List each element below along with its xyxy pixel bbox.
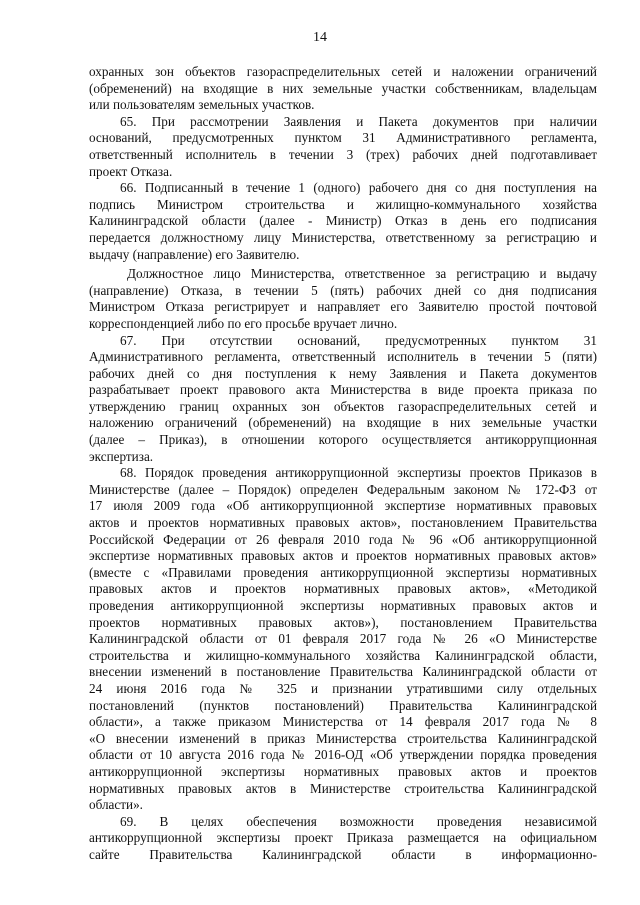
paragraph-68 [89, 465, 597, 813]
text-line: Министром Отказа регистрирует и направляет его Заявителю простой почтовой [89, 299, 597, 315]
text-line: разрабатывает проект правового акта Министерства в виде проекта приказа по [89, 382, 597, 398]
text-line: «О внесении изменений в приказ Министерства строительства Калининградской [89, 730, 597, 746]
text-line: (далее – Приказ), в отношении которого осуществляется антикоррупционная [89, 432, 597, 448]
text-line: актов и проектов нормативных правовых актов», постановлением Правительства [89, 515, 597, 531]
text-line: оснований, предусмотренных пунктом 31 Административного регламента, [89, 130, 597, 146]
text-line: Должностное лицо Министерства, ответственное за регистрацию и выдачу [127, 266, 597, 282]
document-body [89, 64, 597, 864]
text-line: экспертизе нормативных правовых актов и проектов нормативных правовых актов» [89, 548, 597, 564]
text-line: Калининградской области от 01 февраля 2017 года № 26 «О Министерстве [89, 631, 597, 647]
paragraph-69 [89, 814, 597, 864]
text-line: Министерстве (далее – Порядок) определен Федеральным законом № 172-ФЗ от [89, 481, 597, 497]
text-line: внесении изменений в постановление Правительства Калининградской области от [89, 664, 597, 680]
text-line: строительства и жилищно-коммунального хозяйства Калининградской области, [89, 647, 597, 663]
text-line: (обременений) на входящие в них земельные участки собственникам, владельцам [89, 80, 597, 96]
text-line: 65. При рассмотрении Заявления и Пакета документов при наличии [120, 113, 597, 129]
text-line: постановлений (пунктов постановлений) Правительства Калининградской [89, 697, 597, 713]
text-line: Административного регламента, ответственный исполнитель в течении 5 (пяти) [89, 349, 597, 365]
text-line: 67. При отсутствии оснований, предусмотренных пунктом 31 [120, 332, 597, 348]
text-line: Калининградской области (далее - Министр) Отказ в день его подписания [89, 213, 597, 229]
text-line: ответственный исполнитель в течении 3 (трех) рабочих дней подготавливает [89, 146, 597, 162]
text-line: антикоррупционной экспертизы проект Приказа размещается на официальном [89, 830, 597, 846]
text-line: проект Отказа. [89, 163, 173, 179]
text-line: антикоррупционной экспертизы нормативных правовых актов и проектов [89, 763, 597, 779]
text-line: рабочих дней со дня поступления к нему Заявления и Пакета документов [89, 365, 597, 381]
text-line: (вместе с «Правилами проведения антикоррупционной экспертизы нормативных [89, 564, 597, 580]
text-line: нормативных правовых актов в Министерстве строительства Калининградской [89, 780, 597, 796]
text-line: наложению ограничений (обременений) на входящие в них земельные участки [89, 415, 597, 431]
text-line: проведения антикоррупционной экспертизы нормативных правовых актов и [89, 598, 597, 613]
paragraph-66 [89, 180, 597, 263]
paragraph-continuation [89, 64, 597, 114]
text-line: 17 июля 2009 года «Об антикоррупционной экспертизе нормативных правовых [89, 498, 597, 514]
text-line: корреспонденцией либо по его просьбе вручает лично. [89, 315, 398, 331]
text-line: правовых актов и проектов нормативных правовых актов», «Методикой [89, 581, 597, 597]
text-line: передается должностному лицу Министерства, ответственному за регистрацию и [89, 229, 597, 245]
text-line: 66. Подписанный в течение 1 (одного) рабочего дня со дня поступления на [120, 180, 597, 196]
text-line: сайте Правительства Калининградской области в информационно- [89, 846, 597, 862]
text-line: 69. В целях обеспечения возможности проведения независимой [120, 813, 597, 829]
text-line: утверждению границ охранных зон объектов газораспределительных сетей и [89, 398, 597, 414]
page-number: 14 [313, 30, 327, 45]
text-line: подпись Министром строительства и жилищно-коммунального хозяйства [89, 196, 597, 212]
text-line: Российской Федерации от 26 февраля 2010 года № 96 «Об антикоррупционной [89, 531, 597, 547]
text-line: 68. Порядок проведения антикоррупционной экспертизы проектов Приказов в [120, 465, 597, 481]
text-line: охранных зон объектов газораспределительных сетей и наложении ограничений [89, 64, 597, 79]
paragraph-65 [89, 114, 597, 180]
text-line: (направление) Отказа, в течении 5 (пять) рабочих дней со дня подписания [89, 282, 597, 298]
paragraph-67 [89, 333, 597, 466]
text-line: проектов нормативных правовых актов»), постановлением Правительства [89, 614, 597, 630]
text-line: или пользователям земельных участков. [89, 97, 315, 113]
paragraph-66-continued [89, 266, 597, 332]
text-line: области от 10 августа 2016 года № 2016-ОД «Об утверждении порядка проведения [89, 747, 597, 763]
text-line: экспертиза. [89, 448, 154, 464]
text-line: 24 июня 2016 года № 325 и признании утратившими силу отдельных [89, 680, 597, 696]
text-line: выдачу (направление) его Заявителю. [89, 246, 300, 262]
text-line: области». [89, 797, 143, 813]
text-line: области», а также приказом Министерства от 14 февраля 2017 года № 8 [89, 714, 597, 730]
